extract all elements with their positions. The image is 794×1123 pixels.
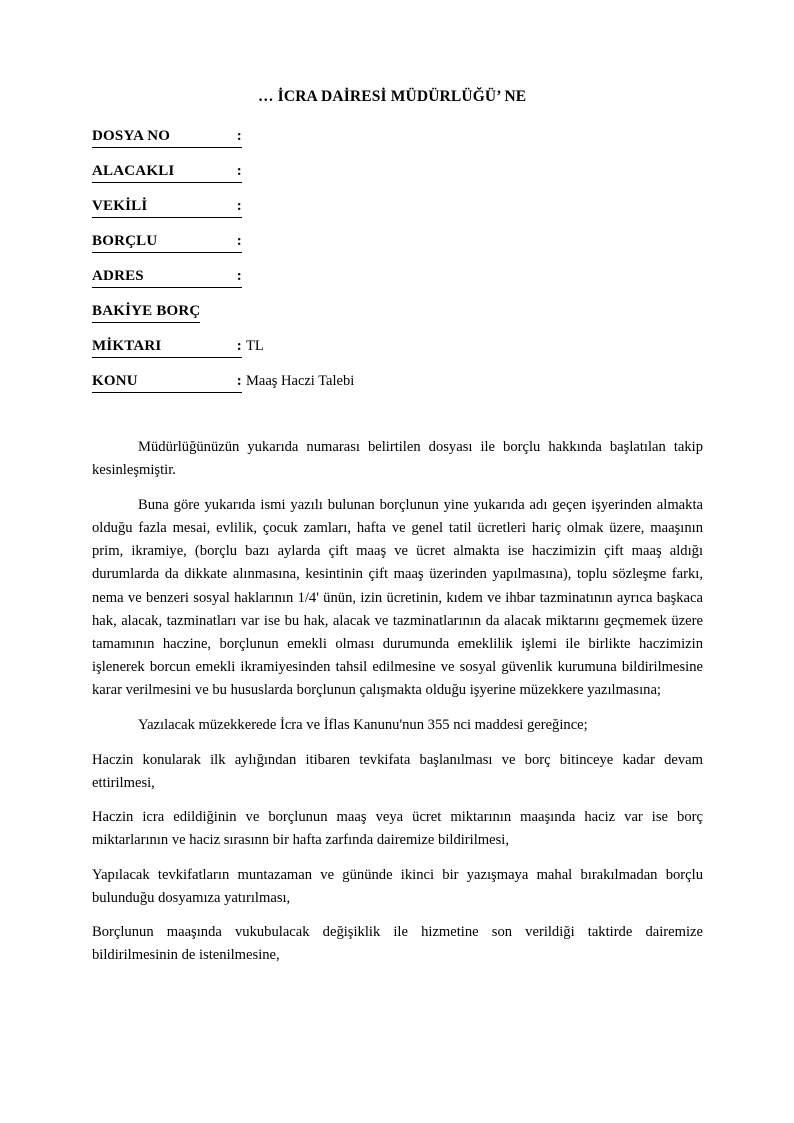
body-paragraph: Borçlunun maaşında vukubulacak değişiklik ile hizmetine son verildiği taktirde dairemize bildirilmesinin de istenilmesine, bbox=[92, 923, 703, 963]
body-paragraph: Buna göre yukarıda ismi yazılı bulunan borçlunun yine yukarıda adı geçen işyerinden almakta olduğu fazla mesai, evlilik, çocuk zamları, hafta ve genel tatil ücretleri hariç olmak üzere, maaşının prim, ikramiye, (borçlu bazı aylarda çift maaş ve ücret almakta ise haczimizin çift maaş aldığı durumlarda da dikkate alınmasına, kesintinin çift maaş üzerinden yapılmasına), toplu sözleşme farkı, nema ve benzeri sosyal haklarının 1/4' ünün, izin ücretinin, kıdem ve ihbar tazminatının ayrıca başkaca hak, alacak, tazminatları var ise bu hak, alacak ve tazminatlarının da alacak miktarını geçmemek üzere tamamının haczine, borçlunun emekli olması durumunda emeklilik işlemi ile birlikte haczimizin işlenerek borcun emekli ikramiyesinden tahsil edilmesine ve sosyal güvenlik kurumuna bildirilmesine karar verilmesini ve bu hususlarda borçlunun çalışmakta olduğu işyerine müzekkere yazılmasına; bbox=[92, 497, 703, 698]
field-row-bakiye-borc bbox=[92, 301, 703, 336]
field-label-vekili bbox=[92, 196, 242, 218]
field-label-dosya-no-text: DOSYA NO bbox=[92, 128, 171, 144]
field-row-miktari bbox=[92, 336, 703, 371]
body-paragraph: Yapılacak tevkifatların muntazaman ve gününde ikinci bir yazışmaya mahal bırakılmadan borçlu bulunduğu dosyamıza yatırılması, bbox=[92, 866, 703, 906]
field-row-adres bbox=[92, 266, 703, 301]
document-body bbox=[92, 436, 703, 967]
field-value-konu[interactable]: Maaş Haczi Talebi bbox=[246, 373, 355, 389]
field-value-alacakli[interactable] bbox=[242, 163, 246, 179]
field-label-block bbox=[92, 126, 703, 406]
field-label-alacakli-text: ALACAKLI bbox=[92, 163, 175, 179]
field-row-vekili bbox=[92, 196, 703, 231]
field-label-dosya-no bbox=[92, 126, 242, 148]
field-colon-vekili: : bbox=[236, 198, 242, 214]
field-label-adres-text: ADRES bbox=[92, 268, 144, 284]
field-label-miktari bbox=[92, 336, 242, 358]
body-paragraph: Müdürlüğünüzün yukarıda numarası belirtilen dosyası ile borçlu hakkında başlatılan takip kesinleşmiştir. bbox=[92, 439, 703, 479]
field-row-borclu bbox=[92, 231, 703, 266]
field-label-konu bbox=[92, 371, 242, 393]
field-colon-alacakli: : bbox=[236, 163, 242, 179]
field-value-adres[interactable] bbox=[242, 268, 246, 284]
body-paragraph: Yazılacak müzekkerede İcra ve İflas Kanunu'nun 355 nci maddesi gereğince; bbox=[138, 717, 588, 734]
field-label-miktari-text: MİKTARI bbox=[92, 338, 162, 354]
field-label-konu-text: KONU bbox=[92, 373, 138, 389]
field-label-borclu bbox=[92, 231, 242, 253]
body-paragraph: Haczin konularak ilk aylığından itibaren tevkifata başlanılması ve borç bitinceye kadar devam ettirilmesi, bbox=[92, 752, 703, 792]
field-label-adres bbox=[92, 266, 242, 288]
field-row-konu bbox=[92, 371, 703, 406]
field-colon-konu: : bbox=[236, 373, 242, 389]
field-label-alacakli bbox=[92, 161, 242, 183]
field-value-vekili[interactable] bbox=[242, 198, 246, 214]
field-row-alacakli bbox=[92, 161, 703, 196]
field-colon-miktari: : bbox=[236, 338, 242, 354]
field-row-dosya-no bbox=[92, 126, 703, 161]
field-value-borclu[interactable] bbox=[242, 233, 246, 249]
field-label-vekili-text: VEKİLİ bbox=[92, 198, 148, 214]
field-colon-borclu: : bbox=[236, 233, 242, 249]
field-label-borclu-text: BORÇLU bbox=[92, 233, 158, 249]
page-title: … İCRA DAİRESİ MÜDÜRLÜĞÜ’ NE bbox=[258, 88, 527, 105]
body-paragraph: Haczin icra edildiğinin ve borçlunun maaş veya ücret miktarının maaşında haciz var ise borç miktarlarının ve haciz sırasınn bir hafta zarfında dairemize bildirilmesi, bbox=[92, 809, 703, 849]
field-colon-dosya-no: : bbox=[236, 128, 242, 144]
field-label-bakiye-borc: BAKİYE BORÇ bbox=[92, 301, 200, 323]
field-value-miktari[interactable]: TL bbox=[246, 338, 264, 354]
field-value-dosya-no[interactable] bbox=[242, 128, 246, 144]
field-colon-adres: : bbox=[236, 268, 242, 284]
